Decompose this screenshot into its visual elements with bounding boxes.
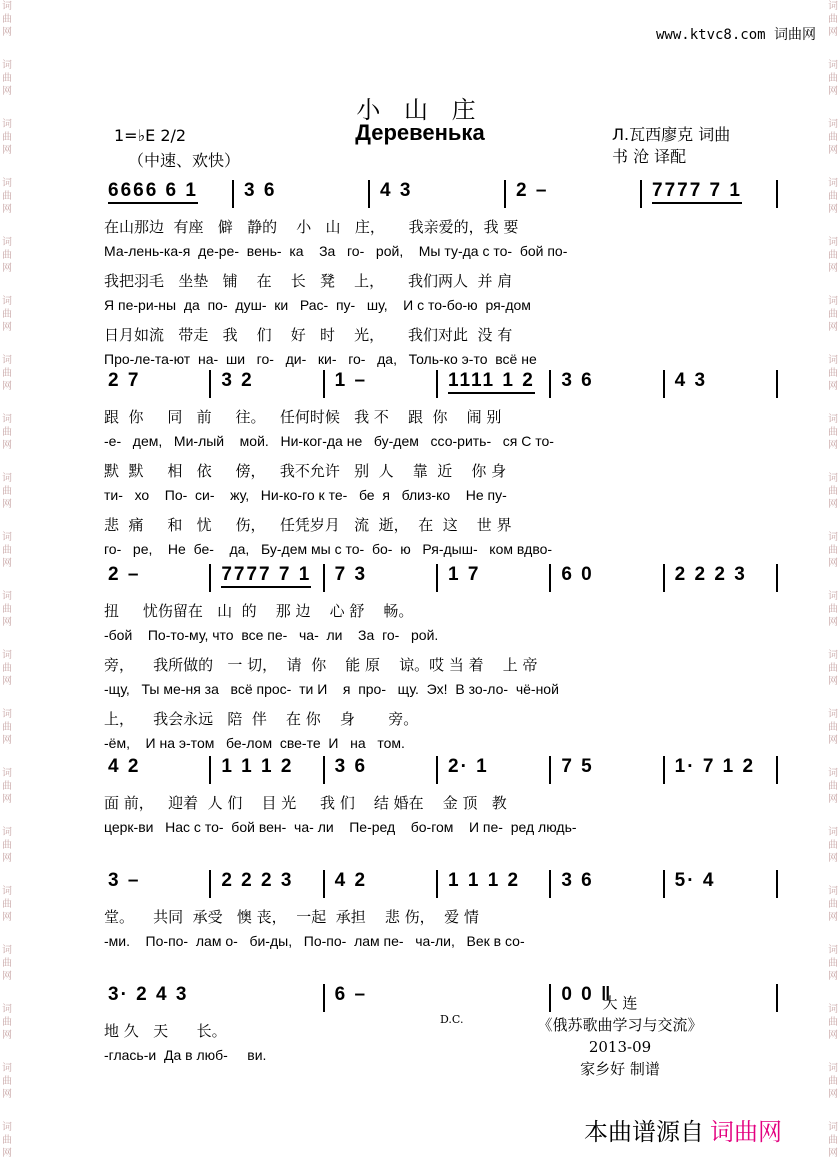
measure: 2· 1	[448, 756, 489, 777]
lyric-line-russian: -щу, Ты ме-ня за всё прос- ти И я про- щу. Эх! В зо-ло- чё-ной	[104, 681, 559, 697]
note-line	[100, 366, 780, 402]
lyric-line-russian: -ём, И на э-том бе-лом све-те И на том.	[104, 735, 405, 751]
measure: 3 –	[108, 870, 141, 891]
watermark-text: 词曲网	[2, 1063, 12, 1100]
lyricist-credit: Л.瓦西廖克 词曲	[612, 125, 731, 144]
measure: 6 –	[334, 984, 368, 1005]
barline	[776, 564, 778, 592]
watermark-text: 词曲网	[2, 355, 12, 392]
barline	[323, 756, 325, 784]
measure: 6666 6 1	[108, 180, 198, 204]
barline	[436, 756, 438, 784]
barline	[776, 870, 778, 898]
measure: 3 6	[244, 180, 277, 201]
barline	[549, 756, 551, 784]
credits	[612, 124, 730, 168]
score-system	[100, 866, 780, 949]
measure: 3 6	[334, 756, 368, 777]
lyric-line-chinese: 地 久 天 长。	[104, 1022, 227, 1040]
lyric-line-russian: -глась-и Да в люб- ви.	[104, 1047, 267, 1063]
lyric-line-chinese: 我把羽毛 坐垫 铺 在 长 凳 上， 我们两人 并 肩	[104, 272, 513, 290]
watermark-text: 词曲网	[828, 532, 838, 569]
measure: 3· 2 4 3	[108, 984, 189, 1005]
note-line	[100, 176, 780, 212]
watermark-text: 词曲网	[2, 473, 12, 510]
watermark-text: 词曲网	[828, 591, 838, 628]
barline	[323, 370, 325, 398]
lyric-line-chinese: 扭 忧伤留在 山 的 那 边 心 舒 畅。	[104, 602, 414, 620]
measure: 3 2	[221, 370, 254, 391]
site-name[interactable]: 词曲网	[774, 27, 817, 43]
watermark-text: 词曲网	[2, 296, 12, 333]
lyric-line-chinese: 面 前， 迎着 人 们 目 光 我 们 结 婚在 金 顶 教	[104, 794, 507, 812]
barline	[776, 984, 778, 1012]
lyric-line-russian: Ма-лень-ка-я де-ре- вень- ка За го- рой, Мы ту-да с то- бой по-	[104, 243, 568, 259]
measure: 7 5	[561, 756, 594, 777]
lyric-line-chinese: 旁， 我所做的 一 切， 请 你 能 原 谅。哎 当 着 上 帝	[104, 656, 538, 674]
watermark-text: 词曲网	[828, 1063, 838, 1100]
title-chinese: 小 山 庄	[356, 96, 484, 124]
barline	[504, 180, 506, 208]
measure: 1111 1 2	[448, 370, 535, 394]
measure: 0 0 ‖	[561, 984, 613, 1005]
lyric-line-russian: церк-ви Нас с то- бой вен- ча- ли Пе-ред бо-гом И пе- ред людь-	[104, 819, 577, 835]
note-line	[100, 752, 780, 788]
barline	[209, 870, 211, 898]
measure: 2 2 2 3	[221, 870, 294, 891]
watermark-text: 词曲网	[828, 119, 838, 156]
watermark-text: 词曲网	[828, 60, 838, 97]
barline	[663, 870, 665, 898]
measure: 2 7	[108, 370, 141, 391]
barline	[368, 180, 370, 208]
key-signature: 1=♭E 2/2	[114, 126, 187, 145]
watermark-text: 词曲网	[2, 591, 12, 628]
measure: 4 2	[334, 870, 368, 891]
tempo-marking: （中速、欢快）	[128, 151, 241, 170]
score-system	[100, 176, 780, 367]
barline	[323, 564, 325, 592]
lyric-line-russian: Про-ле-та-ют на- ши го- ди- ки- го- да, Толь-ко э-то всё не	[104, 351, 537, 367]
barline	[436, 370, 438, 398]
watermark-text: 词曲网	[828, 237, 838, 274]
watermark-text: 词曲网	[2, 650, 12, 687]
measure: 3 6	[561, 870, 594, 891]
watermark-text: 词曲网	[2, 709, 12, 746]
watermark-text: 词曲网	[2, 414, 12, 451]
watermark-text: 词曲网	[828, 178, 838, 215]
barline	[663, 564, 665, 592]
barline	[232, 180, 234, 208]
barline	[549, 564, 551, 592]
measure: 7777 7 1	[652, 180, 742, 204]
site-url[interactable]: www.ktvc8.com	[656, 27, 766, 43]
translator-credit: 书 沧 译配	[612, 147, 687, 166]
barline	[209, 756, 211, 784]
watermark-text: 词曲网	[2, 178, 12, 215]
watermark-text: 词曲网	[2, 768, 12, 805]
source-footer[interactable]	[584, 1112, 782, 1147]
barline	[549, 870, 551, 898]
measure: 1 –	[334, 370, 368, 391]
watermark-text: 词曲网	[2, 1, 12, 38]
dc-mark: D.C.	[440, 1013, 464, 1026]
watermark-text: 词曲网	[2, 945, 12, 982]
right-watermark	[826, 0, 840, 1169]
watermark-text: 词曲网	[2, 119, 12, 156]
attribution	[500, 992, 740, 1080]
attribution-line: 家乡好 制谱	[580, 1060, 660, 1078]
watermark-text: 词曲网	[828, 414, 838, 451]
lyric-line-russian: Я пе-ри-ны да по- душ- ки Рас- пу- шу, И с то-бо-ю ря-дом	[104, 297, 531, 313]
measure: 4 3	[674, 370, 708, 391]
watermark-text: 词曲网	[828, 650, 838, 687]
measure: 7777 7 1	[221, 564, 311, 588]
measure: 2 –	[108, 564, 141, 585]
watermark-text: 词曲网	[2, 886, 12, 923]
watermark-text: 词曲网	[828, 296, 838, 333]
watermark-text: 词曲网	[828, 355, 838, 392]
watermark-text: 词曲网	[828, 473, 838, 510]
barline	[663, 756, 665, 784]
barline	[663, 370, 665, 398]
measure: 7 3	[334, 564, 368, 585]
measure: 2 2 2 3	[674, 564, 747, 585]
lyric-line-chinese: 默 默 相 依 傍， 我不允许 别 人 靠 近 你 身	[104, 462, 507, 480]
watermark-text: 词曲网	[828, 1004, 838, 1041]
note-line	[100, 866, 780, 902]
watermark-text: 词曲网	[2, 60, 12, 97]
watermark-text: 词曲网	[828, 945, 838, 982]
watermark-text: 词曲网	[828, 1, 838, 38]
watermark-text: 词曲网	[828, 709, 838, 746]
measure: 2 –	[516, 180, 549, 201]
measure: 4 3	[380, 180, 413, 201]
barline	[323, 984, 325, 1012]
attribution-line: 大 连	[602, 994, 638, 1012]
barline	[436, 564, 438, 592]
lyric-line-chinese: 跟 你 同 前 往。 任何时候 我 不 跟 你 闹 别	[104, 408, 502, 426]
score-system	[100, 366, 780, 557]
measure: 5· 4	[674, 870, 716, 891]
left-watermark	[0, 0, 14, 1169]
measure: 1 1 1 2	[448, 870, 521, 891]
watermark-text: 词曲网	[828, 768, 838, 805]
measure: 6 0	[561, 564, 594, 585]
watermark-text: 词曲网	[828, 1122, 838, 1159]
lyric-line-chinese: 上， 我会永远 陪 伴 在 你 身 旁。	[104, 710, 419, 728]
measure: 1 7	[448, 564, 481, 585]
site-header[interactable]	[656, 24, 816, 44]
lyric-line-russian: -ми. По-по- лам о- би-ды, По-по- лам пе- ча-ли, Век в со-	[104, 933, 525, 949]
watermark-text: 词曲网	[2, 827, 12, 864]
lyric-line-chinese: 在山那边 有座 僻 静的 小 山 庄， 我亲爱的，我 要	[104, 218, 519, 236]
watermark-text: 词曲网	[828, 827, 838, 864]
lyric-line-russian: го- ре, Не бе- да, Бу-дем мы с то- бо- ю Ря-дыш- ком вдво-	[104, 541, 553, 557]
barline	[776, 180, 778, 208]
watermark-text: 词曲网	[2, 532, 12, 569]
watermark-text: 词曲网	[2, 237, 12, 274]
lyric-line-russian: ти- хо По- си- жу, Ни-ко-го к те- бе я близ-ко Не пу-	[104, 487, 507, 503]
watermark-text: 词曲网	[2, 1004, 12, 1041]
barline	[323, 870, 325, 898]
barline	[209, 564, 211, 592]
barline	[436, 870, 438, 898]
title-russian: Деревенька	[355, 120, 485, 145]
barline	[640, 180, 642, 208]
lyric-line-chinese: 悲 痛 和 忧 伤， 任凭岁月 流 逝， 在 这 世 界	[104, 516, 512, 534]
measure: 1· 7 1 2	[674, 756, 756, 777]
measure: 4 2	[108, 756, 141, 777]
lyric-line-russian: -е- дем, Ми-лый мой. Ни-ког-да не бу-дем ссо-рить- ся С то-	[104, 433, 554, 449]
measure: 3 6	[561, 370, 594, 391]
barline	[776, 756, 778, 784]
measure: 1 1 1 2	[221, 756, 294, 777]
score-system	[100, 560, 780, 751]
lyric-line-russian: -бой По-то-му, что все пе- ча- ли За го- рой.	[104, 627, 439, 643]
barline	[776, 370, 778, 398]
lyric-line-chinese: 堂。 共同 承受 懊 丧， 一起 承担 悲 伤， 爱 情	[104, 908, 479, 926]
barline	[209, 370, 211, 398]
barline	[549, 370, 551, 398]
watermark-text: 词曲网	[2, 1122, 12, 1159]
score-system	[100, 752, 780, 835]
source-brand-link[interactable]: 词曲网	[710, 1118, 782, 1146]
source-label: 本曲谱源自	[584, 1118, 704, 1146]
note-line	[100, 560, 780, 596]
attribution-line: 2013-09	[588, 1038, 652, 1056]
watermark-text: 词曲网	[828, 886, 838, 923]
lyric-line-chinese: 日月如流 带走 我 们 好 时 光， 我们对此 没 有	[104, 326, 513, 344]
attribution-line: 《俄苏歌曲学习与交流》	[537, 1016, 703, 1034]
